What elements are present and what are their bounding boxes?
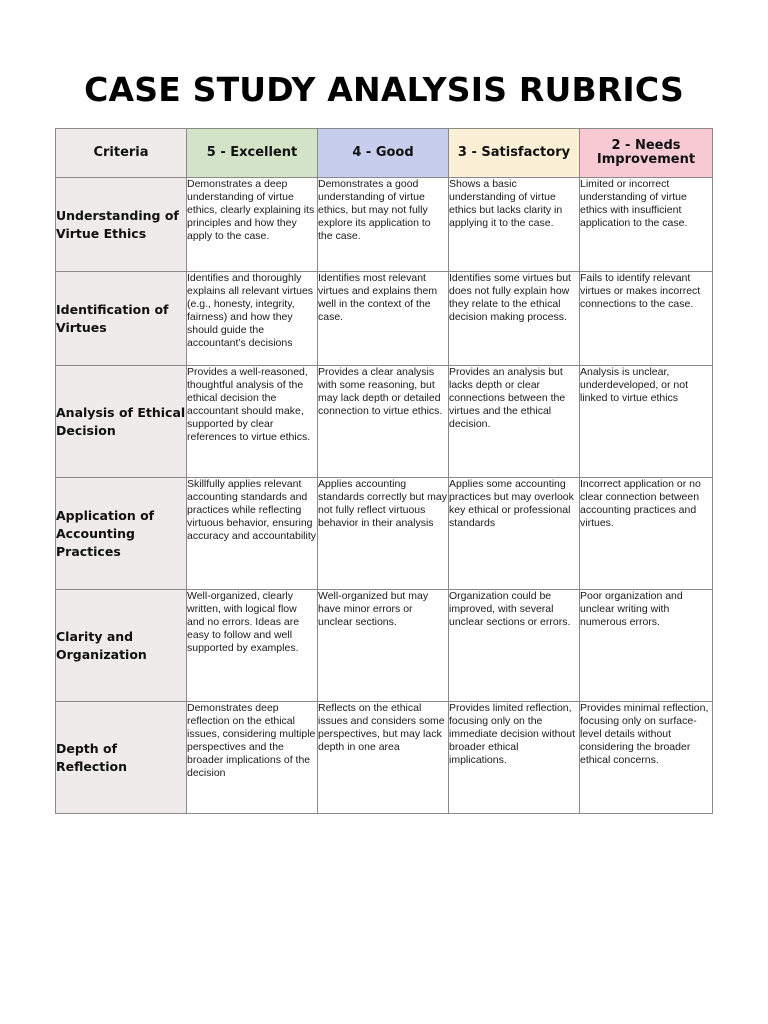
criterion-cell: Understanding of Virtue Ethics — [56, 178, 187, 272]
header-row — [56, 129, 713, 178]
criterion-cell: Clarity and Organization — [56, 590, 187, 702]
table-row — [56, 178, 713, 272]
table-row — [56, 702, 713, 814]
excellent-cell: Provides a well-reasoned, thoughtful analysis of the ethical decision the accountant should make, supported by clear references to virtue ethics. — [187, 366, 318, 478]
satisfactory-cell: Shows a basic understanding of virtue ethics but lacks clarity in applying it to the case. — [449, 178, 580, 272]
good-cell: Well-organized but may have minor errors or unclear sections. — [318, 590, 449, 702]
good-cell: Provides a clear analysis with some reasoning, but may lack depth or detailed connection to virtue ethics. — [318, 366, 449, 478]
excellent-cell: Well-organized, clearly written, with logical flow and no errors. Ideas are easy to follow and well supported by examples. — [187, 590, 318, 702]
table-row — [56, 478, 713, 590]
table-row — [56, 590, 713, 702]
excellent-cell: Demonstrates deep reflection on the ethical issues, considering multiple perspectives and the broader implications of the decision — [187, 702, 318, 814]
good-cell: Demonstrates a good understanding of virtue ethics, but may not fully explore its application to the case. — [318, 178, 449, 272]
needs-improvement-cell: Fails to identify relevant virtues or makes incorrect connections to the case. — [580, 272, 713, 366]
criterion-cell: Identification of Virtues — [56, 272, 187, 366]
header-criteria: Criteria — [56, 129, 187, 178]
header-excellent: 5 - Excellent — [187, 129, 318, 178]
header-needs-improvement: 2 - Needs Improvement — [580, 129, 713, 178]
header-good: 4 - Good — [318, 129, 449, 178]
excellent-cell: Skillfully applies relevant accounting standards and practices while reflecting virtuous behavior, ensuring accuracy and accountability — [187, 478, 318, 590]
criterion-cell: Depth of Reflection — [56, 702, 187, 814]
criterion-cell: Analysis of Ethical Decision — [56, 366, 187, 478]
satisfactory-cell: Identifies some virtues but does not fully explain how they relate to the ethical decision making process. — [449, 272, 580, 366]
good-cell: Applies accounting standards correctly but may not fully reflect virtuous behavior in their analysis — [318, 478, 449, 590]
needs-improvement-cell: Analysis is unclear, underdeveloped, or not linked to virtue ethics — [580, 366, 713, 478]
satisfactory-cell: Provides an analysis but lacks depth or clear connections between the virtues and the ethical decision. — [449, 366, 580, 478]
table-row — [56, 272, 713, 366]
table-row — [56, 366, 713, 478]
page-title: CASE STUDY ANALYSIS RUBRICS — [84, 70, 684, 109]
needs-improvement-cell: Provides minimal reflection, focusing only on surface-level details without considering the broader ethical concerns. — [580, 702, 713, 814]
criterion-cell: Application of Accounting Practices — [56, 478, 187, 590]
needs-improvement-cell: Limited or incorrect understanding of virtue ethics with insufficient application to the case. — [580, 178, 713, 272]
needs-improvement-cell: Poor organization and unclear writing with numerous errors. — [580, 590, 713, 702]
satisfactory-cell: Provides limited reflection, focusing only on the immediate decision without broader ethical implications. — [449, 702, 580, 814]
excellent-cell: Identifies and thoroughly explains all relevant virtues (e.g., honesty, integrity, fairness) and how they should guide the accountant’s decisions — [187, 272, 318, 366]
header-satisfactory: 3 - Satisfactory — [449, 129, 580, 178]
excellent-cell: Demonstrates a deep understanding of virtue ethics, clearly explaining its principles and how they apply to the case. — [187, 178, 318, 272]
satisfactory-cell: Organization could be improved, with several unclear sections or errors. — [449, 590, 580, 702]
satisfactory-cell: Applies some accounting practices but may overlook key ethical or professional standards — [449, 478, 580, 590]
needs-improvement-cell: Incorrect application or no clear connection between accounting practices and virtues. — [580, 478, 713, 590]
good-cell: Reflects on the ethical issues and considers some perspectives, but may lack depth in one area — [318, 702, 449, 814]
rubric-table — [55, 128, 713, 814]
good-cell: Identifies most relevant virtues and explains them well in the context of the case. — [318, 272, 449, 366]
